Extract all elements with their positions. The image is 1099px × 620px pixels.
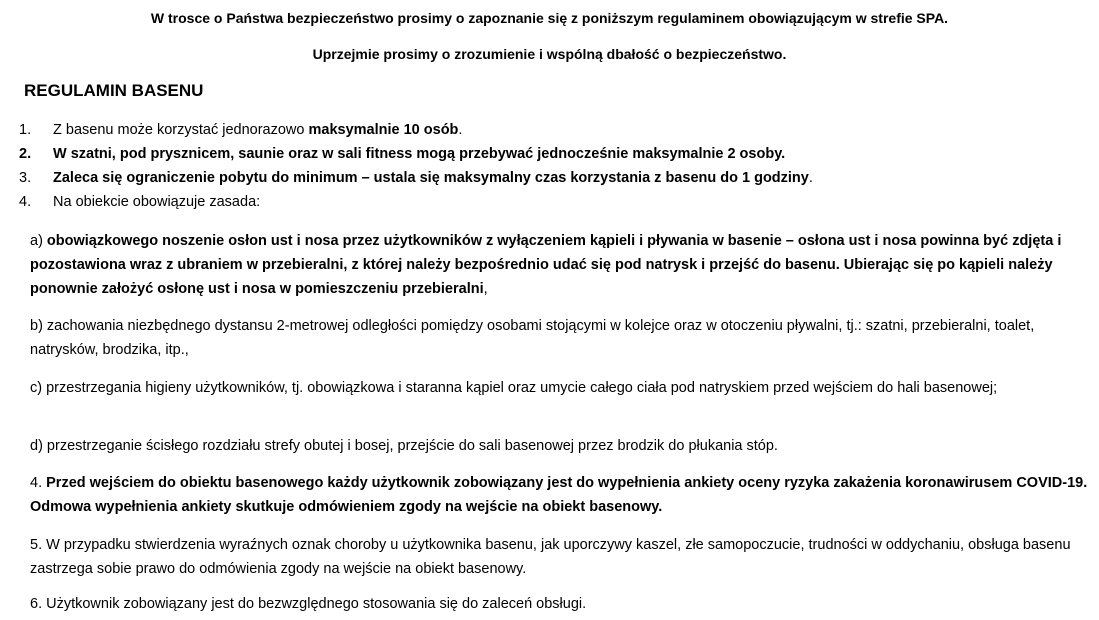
header-line-1: W trosce o Państwa bezpieczeństwo prosimy o zapoznanie się z poniższym regulaminem obowiązującym w strefie SPA. xyxy=(150,10,949,26)
rules-list xyxy=(0,120,1099,216)
list-item xyxy=(0,192,1099,216)
list-text: Na obiekcie obowiązuje zasada: xyxy=(53,194,261,210)
rule-5: 5. W przypadku stwierdzenia wyraźnych oznak choroby u użytkownika basenu, jak uporczywy kaszel, złe samopoczucie, trudności w oddychaniu, obsługa basenu zastrzega sobie prawo do odmówienia zgody na wejście na obiekt basenowy. xyxy=(30,537,1071,577)
page-title: REGULAMIN BASENU xyxy=(24,81,204,100)
list-item xyxy=(0,120,1099,144)
rule-4-survey: 4. Przed wejściem do obiektu basenowego każdy użytkownik zobowiązany jest do wypełnienia ankiety oceny ryzyka zakażenia koronawirusem COVID-19. Odmowa wypełnienia ankiety skutkuje odmówieniem zgody na wejście na obiekt basenowy. xyxy=(30,475,1088,515)
list-item xyxy=(0,168,1099,192)
rule-4c: c) przestrzegania higieny użytkowników, tj. obowiązkowa i staranna kąpiel oraz umycie całego ciała pod natryskiem przed wejściem do hali basenowej; xyxy=(30,380,998,396)
list-text: W szatni, pod prysznicem, saunie oraz w sali fitness mogą przebywać jednocześnie maksymalnie 2 osoby. xyxy=(53,146,786,162)
rule-4a: a) obowiązkowego noszenie osłon ust i nosa przez użytkowników z wyłączeniem kąpieli i pływania w basenie – osłona ust i nosa powinna być zdjęta i pozostawiona wraz z ubraniem w przebieralni, z której należy bezpośrednio udać się pod natrysk i przejść do basenu. Ubierając się po kąpieli należy ponownie założyć osłonę ust i nosa w pomieszczeniu przebieralni, xyxy=(30,233,1062,297)
list-text: Z basenu może korzystać jednorazowo maksymalnie 10 osób. xyxy=(53,122,463,138)
list-number: 2. xyxy=(19,146,32,162)
list-item xyxy=(0,144,1099,168)
rule-6: 6. Użytkownik zobowiązany jest do bezwzględnego stosowania się do zaleceń obsługi. xyxy=(30,596,587,612)
rule-4d: d) przestrzeganie ścisłego rozdziału strefy obutej i bosej, przejście do sali basenowej przez brodzik do płukania stóp. xyxy=(30,438,778,454)
list-number: 1. xyxy=(19,122,32,138)
rule-4b: b) zachowania niezbędnego dystansu 2-metrowej odległości pomiędzy osobami stojącymi w kolejce oraz w otoczeniu pływalni, tj.: szatni, przebieralni, toalet, natrysków, brodzika, itp., xyxy=(30,318,1035,358)
list-number: 3. xyxy=(19,170,32,186)
list-number: 4. xyxy=(19,194,32,210)
list-text: Zaleca się ograniczenie pobytu do minimum – ustala się maksymalny czas korzystania z basenu do 1 godziny. xyxy=(53,170,813,186)
header-line-2: Uprzejmie prosimy o zrozumienie i wspólną dbałość o bezpieczeństwo. xyxy=(312,46,787,62)
